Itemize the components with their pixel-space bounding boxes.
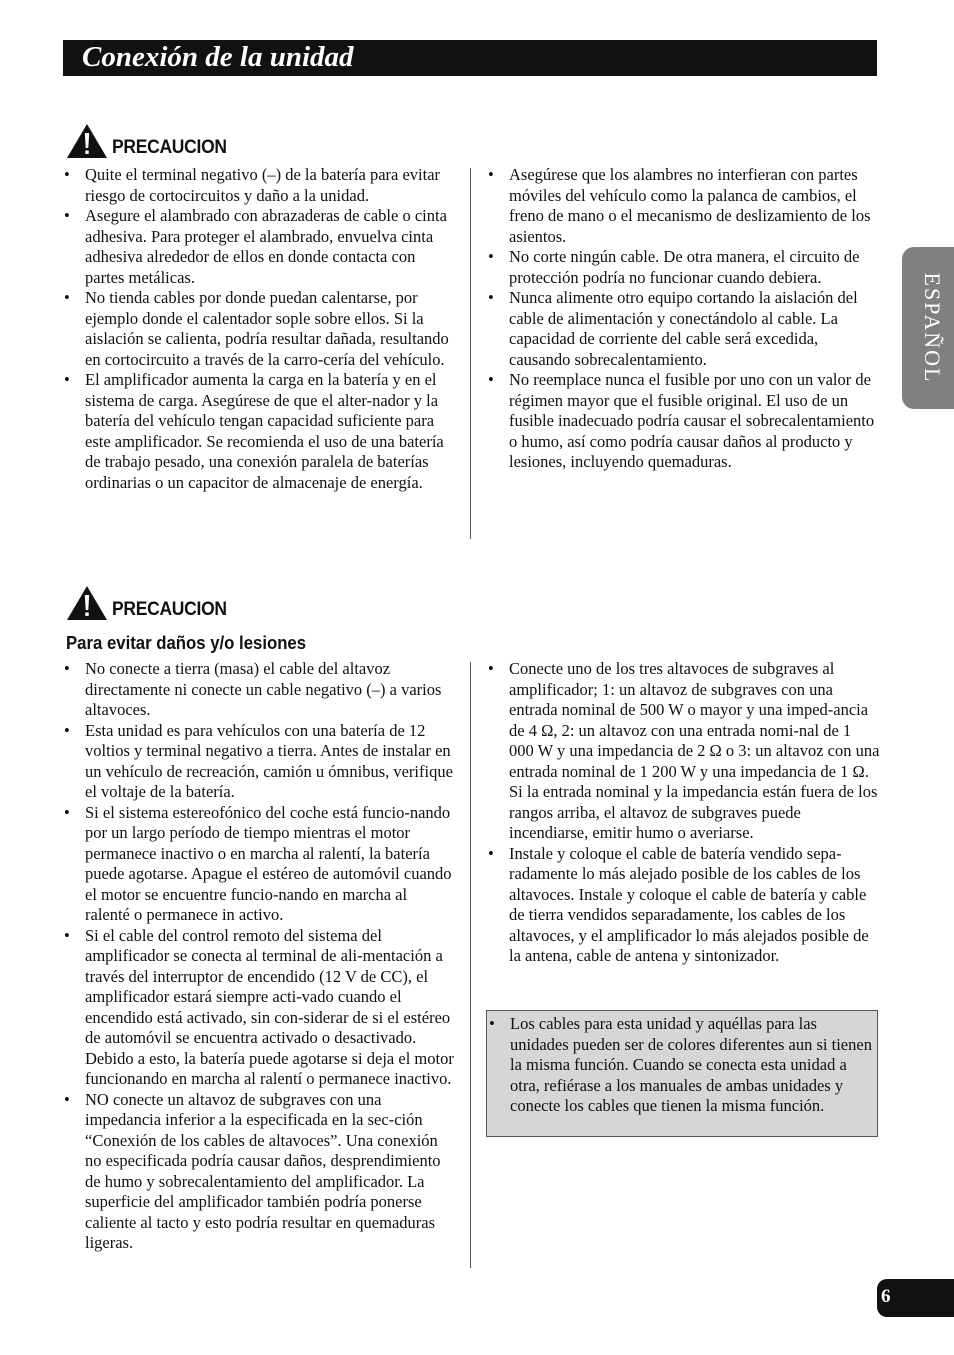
list-item: • Asegúrese que los alambres no interfieran con partes móviles del vehículo como la palanca de cambios, el freno de mano o el mecanismo de deslizamiento de los asientos.: [488, 165, 880, 247]
warning-icon: [66, 585, 108, 621]
list-item: • No corte ningún cable. De otra manera, el circuito de protección podría no funcionar cuando debiera.: [488, 247, 880, 288]
injury-subheading: Para evitar daños y/o lesiones: [66, 633, 307, 653]
list-item: • Esta unidad es para vehículos con una batería de 12 voltios y terminal negativo a tierra. Antes de instalar en un vehículo de recreación, camión u ómnibus, verifique el voltaje de la batería.: [64, 721, 456, 803]
language-label: ESPAÑOL: [920, 272, 945, 384]
list-item: • Si el sistema estereofónico del coche está funcio-nando por un largo período de tiempo mientras el motor permanece inactivo o en marcha al ralentí, la batería puede agotarse. Apague el estéreo de automóvil cuando el motor se encuentre funcio-nando en marcha al ralenté o permanece in activo.: [64, 803, 456, 926]
list-item: • Conecte uno de los tres altavoces de subgraves al amplificador; 1: un altavoz de subgraves con una entrada nominal de 500 W o mayor y una imped-ancia de 4 Ω, 2: un altavoz con una entrada nomi-nal de 1 000 W y una impedancia de 2 Ω o 3: un altavoz con una entrada nominal de 1 200 W y una impedancia de 1 Ω. Si la entrada nominal y la impedancia están fuera de los rangos arriba, el altavoz de subgraves puede incendiarse, emitir humo o averiarse.: [488, 659, 880, 844]
list-item: • No conecte a tierra (masa) el cable del altavoz directamente ni conecte un cable negativo (–) a varios altavoces.: [64, 659, 456, 721]
list-item: • No tienda cables por donde puedan calentarse, por ejemplo donde el calentador sople sobre ellos. Si la aislación se calienta, podría resultar dañada, resultando en cortocircuito a través de la carro-cería del vehículo.: [64, 288, 456, 370]
list-item: • No reemplace nunca el fusible por uno con un valor de régimen mayor que el fusible original. El uso de un fusible inadecuado podría causar el sobrecalentamiento o humo, así como podría causar daños al producto y lesiones, incluyendo quemaduras.: [488, 370, 880, 473]
page-title: Conexión de la unidad: [82, 41, 354, 73]
note-list: [489, 1014, 877, 1117]
caution-list-left-2: [64, 659, 456, 1254]
caution-label: PRECAUCION: [112, 137, 227, 158]
list-item: • Nunca alimente otro equipo cortando la aislación del cable de alimentación y conectándolo al cable. La capacidad de corriente del cable será excedida, causando sobrecalentamiento.: [488, 288, 880, 370]
list-item: • Instale y coloque el cable de batería vendido sepa-radamente lo más alejado posible de los cables de los altavoces. Instale y coloque el cable de batería y cable de tierra vendidos separadamente, los cables de los altavoces, y el amplificador lo más alejados posible de la antena, cable de antena y sintonizador.: [488, 844, 880, 967]
caution-list-left-1: [64, 165, 456, 493]
column-divider: [470, 168, 471, 539]
caution-heading-2: [66, 585, 237, 621]
list-item: • El amplificador aumenta la carga en la batería y en el sistema de carga. Asegúrese de que el alter-nador y la batería del vehículo tengan capacidad suficiente para este amplificador. Se recomienda el uso de una batería de trabajo pesado, una conexión paralela de baterías ordinarias o un capacitor de almacenaje de energía.: [64, 370, 456, 493]
language-tab: [902, 247, 954, 409]
list-item: • Quite el terminal negativo (–) de la batería para evitar riesgo de cortocircuitos y daño a la unidad.: [64, 165, 456, 206]
note-box: [486, 1010, 878, 1137]
caution-heading-1: [66, 123, 237, 159]
column-divider: [470, 662, 471, 1268]
caution-list-right-1: [488, 165, 880, 473]
caution-list-right-2: [488, 659, 880, 967]
page-number: 6: [881, 1286, 891, 1307]
list-item: • Asegure el alambrado con abrazaderas de cable o cinta adhesiva. Para proteger el alambrado, envuelva cinta adhesiva alrededor de ellos en donde contacta con partes metálicas.: [64, 206, 456, 288]
note-item: • Los cables para esta unidad y aquéllas para las unidades pueden ser de colores diferentes aun si tienen la misma función. Cuando se conecta esta unidad a otra, refiérase a los manuales de ambas unidades y conecte los cables que tienen la misma función.: [489, 1014, 877, 1117]
caution-label: PRECAUCION: [112, 599, 227, 620]
page-number-tab: [877, 1279, 954, 1317]
title-bar: [63, 40, 877, 76]
warning-icon: [66, 123, 108, 159]
list-item: • Si el cable del control remoto del sistema del amplificador se conecta al terminal de ali-mentación a través del interruptor de encendido (12 V de CC), el amplificador estará siempre acti-vado cuando el encendido está activado, sin con-siderar de si el estéreo de automóvil se encuentra activado o desactivado. Debido a esto, la batería puede agotarse si deja el motor funcionando en marcha al ralentí o permanece inactivo.: [64, 926, 456, 1090]
list-item: • NO conecte un altavoz de subgraves con una impedancia inferior a la especificada en la sec-ción “Conexión de los cables de altavoces”. Una conexión no especificada podría causar daños, desprendimiento de humo y sobrecalentamiento del amplificador. La superficie del amplificador también podría ponerse caliente al tacto y esto podría resultar en quemaduras ligeras.: [64, 1090, 456, 1254]
